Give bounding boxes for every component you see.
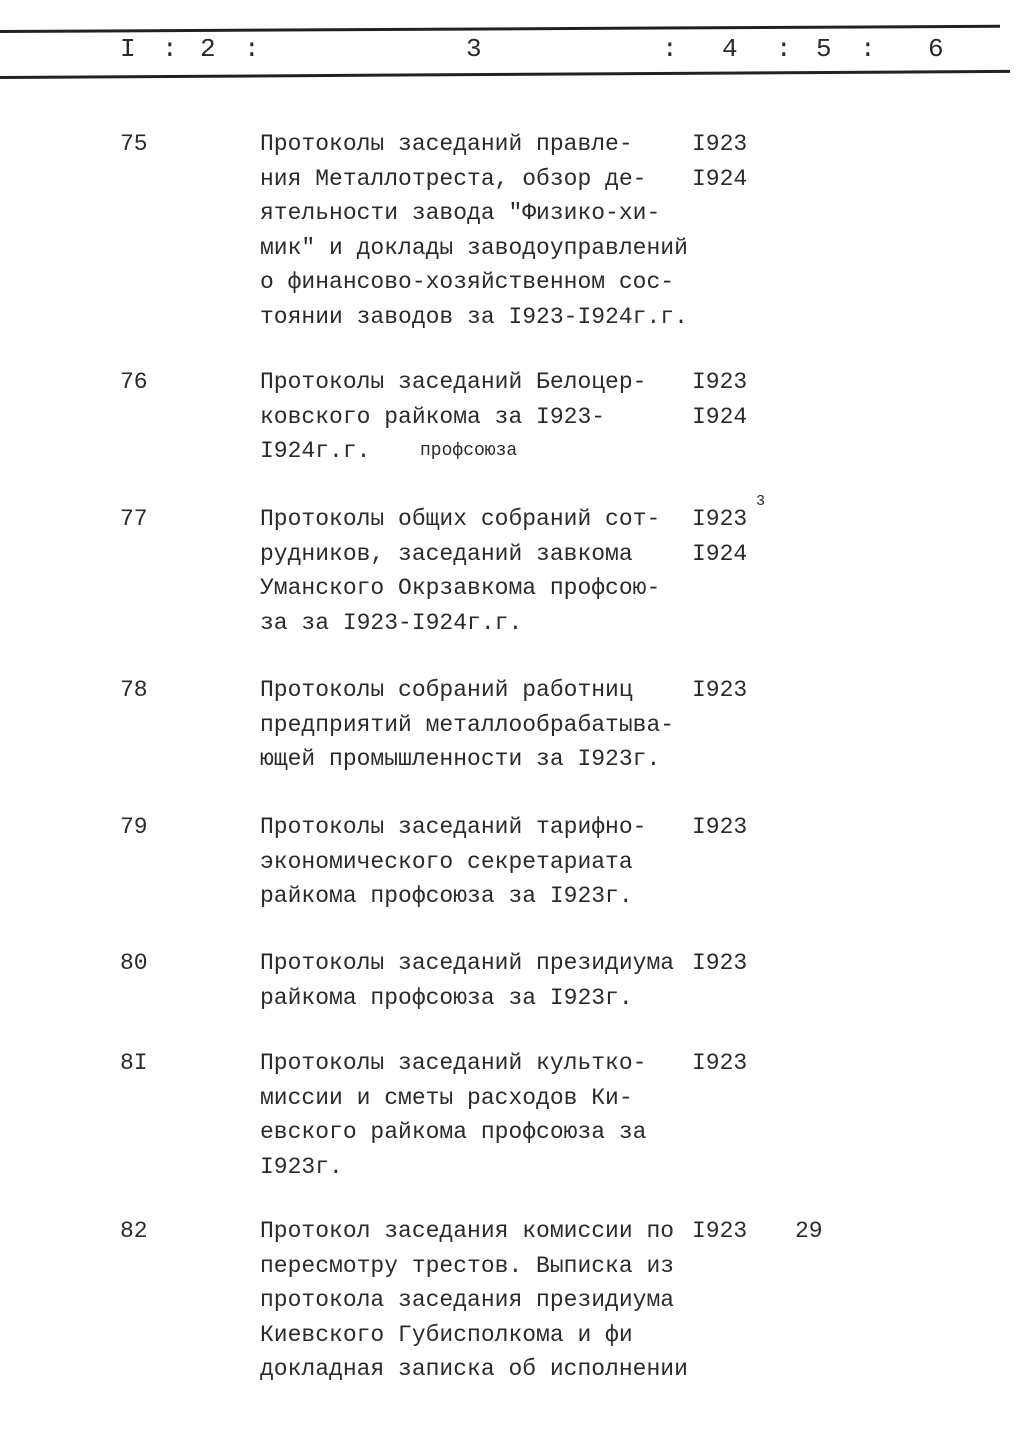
description-line: Протоколы собраний работниц (260, 677, 633, 703)
column-3-label: 3 (466, 34, 482, 64)
column-separator: : (662, 34, 678, 64)
sheet-count: 29 (795, 1218, 823, 1244)
description-line: Киевского Губисполкома и фи (260, 1321, 633, 1348)
year: I923 (692, 369, 748, 395)
description-line: евского райкома профсоюза за (260, 1119, 647, 1145)
year: I924 (692, 403, 748, 430)
header-top-rule (0, 25, 1000, 33)
description-line: ятельности завода "Физико-хи- (260, 200, 661, 226)
description-line: Протоколы заседаний культко- (260, 1050, 647, 1076)
entry-years (692, 365, 747, 434)
description-line: ющей промышленности за I923г. (260, 746, 661, 772)
entry-number: 82 (120, 1218, 148, 1244)
year: I923 (692, 1218, 748, 1244)
column-separator: : (162, 34, 178, 64)
year: I923 (692, 506, 748, 532)
entry-description (260, 946, 674, 1015)
entry-number: 80 (120, 950, 148, 976)
description-line: пересмотру трестов. Выписка из (260, 1252, 675, 1279)
year: I924 (692, 165, 748, 192)
description-line: за за I923-I924г.г. (260, 609, 523, 636)
description-line: мик" и доклады заводоуправлений (260, 234, 688, 261)
description-line: Протоколы заседаний правле- (260, 131, 633, 157)
description-line: I924г.г. (260, 438, 371, 464)
column-separator: : (860, 34, 876, 64)
description-line: ковского райкома за I923- (260, 403, 606, 430)
year: I924 (692, 540, 748, 567)
entry-description (260, 673, 674, 777)
description-line: тоянии заводов за I923-I924г.г. (260, 303, 688, 330)
handwritten-insertion: профсоюза (420, 441, 518, 461)
entry-years (692, 673, 747, 708)
entry-years (692, 1214, 747, 1249)
entry-years (692, 502, 747, 571)
description-line: Протоколы заседаний президиума (260, 950, 675, 976)
header-bottom-rule (0, 70, 1010, 79)
entry-number: 79 (120, 814, 148, 840)
description-line: Уманского Окрзавкома профсою- (260, 575, 661, 601)
column-separator: : (244, 34, 260, 64)
entry-description (260, 502, 660, 640)
year: I923 (692, 1050, 748, 1076)
description-line: Протоколы заседаний Белоцер- (260, 369, 647, 395)
description-line: докладная записка об исполнении (260, 1356, 688, 1382)
description-line: рудников, заседаний завкома (260, 540, 633, 567)
description-line: миссии и сметы расходов Ки- (260, 1084, 633, 1111)
description-line: райкома профсоюза за I923г. (260, 984, 633, 1011)
entry-years (692, 810, 747, 845)
description-line: ния Металлотреста, обзор де- (260, 165, 647, 192)
entry-number: 76 (120, 369, 148, 395)
description-line: Протокол заседания комиссии по (260, 1218, 675, 1244)
year: I923 (692, 950, 748, 976)
entry-description (260, 1046, 646, 1184)
year: I923 (692, 131, 748, 157)
description-line: протокола заседания президиума (260, 1287, 675, 1313)
entry-description (260, 810, 646, 914)
year: I923 (692, 677, 748, 703)
entry-years (692, 946, 747, 981)
entry-years (692, 1046, 747, 1081)
description-line: о финансово-хозяйственном сос- (260, 269, 675, 295)
description-line: экономического секретариата (260, 848, 633, 875)
year-correction: 3 (756, 493, 766, 510)
description-line: Протоколы заседаний тарифно- (260, 814, 647, 840)
column-6-label: 6 (928, 34, 944, 64)
column-2-label: 2 (200, 34, 216, 64)
year: I923 (692, 814, 748, 840)
column-1-label: I (120, 34, 136, 64)
column-4-label: 4 (722, 34, 738, 64)
description-line: Протоколы общих собраний сот- (260, 506, 661, 532)
description-line: I923г. (260, 1153, 343, 1180)
entry-description (260, 1214, 688, 1387)
entry-years (692, 127, 747, 196)
column-5-label: 5 (816, 34, 832, 64)
entry-number: 8I (120, 1050, 148, 1076)
description-line: предприятий металлообрабатыва- (260, 711, 675, 738)
column-separator: : (776, 34, 792, 64)
entry-description (260, 127, 688, 334)
description-line: райкома профсоюза за I923г. (260, 883, 633, 909)
entry-number: 77 (120, 506, 148, 532)
entry-number: 78 (120, 677, 148, 703)
entry-number: 75 (120, 131, 148, 157)
